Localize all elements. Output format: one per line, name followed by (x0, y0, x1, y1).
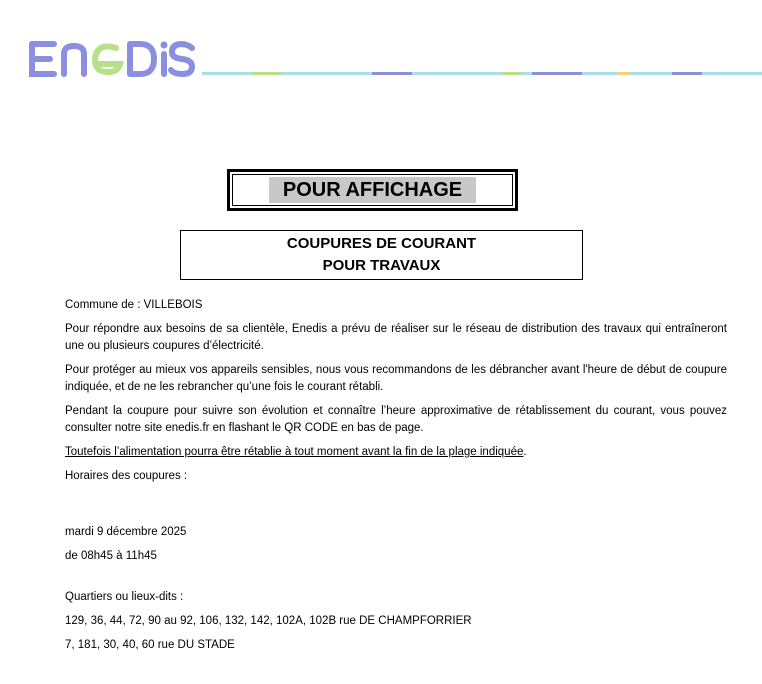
logo-letter-n (64, 46, 84, 74)
commune-line: Commune de : VILLEBOIS (65, 299, 203, 311)
title-line-1: COUPURES DE COURANT (286, 235, 477, 252)
location-item: 129, 36, 44, 72, 90 au 92, 106, 132, 142, 102A, 102B rue DE CHAMPFORRIER (65, 615, 472, 627)
display-banner-label: POUR AFFICHAGE (269, 177, 476, 203)
logo-i-dot (161, 42, 168, 49)
display-banner (227, 169, 518, 211)
notice-body (65, 297, 727, 661)
paragraph-1: Pour répondre aux besoins de sa clientèle, Enedis a prévu de réaliser sur le réseau de distribution des travaux qui entraîneront une ou plusieurs coupures d’électricité. (65, 323, 727, 352)
locations-label: Quartiers ou lieux-dits : (65, 591, 184, 603)
header-line (202, 72, 762, 75)
logo-letter-e-green (95, 46, 120, 72)
title-box (180, 230, 583, 280)
notice-underlined: Toutefois l’alimentation pourra être rétablie à tout moment avant la fin de la plage indiquée (65, 446, 524, 458)
notice-line (65, 444, 727, 461)
logo-letter-d (130, 44, 154, 74)
schedule-date: mardi 9 décembre 2025 (65, 526, 187, 538)
display-banner-inner (232, 174, 513, 206)
logo-letter-s (171, 44, 192, 74)
logo-letter-e (32, 44, 54, 74)
title-line-2: POUR TRAVAUX (322, 257, 441, 274)
paragraph-2: Pour protéger au mieux vos appareils sensibles, nous vous recommandons de les débrancher avant l'heure de début de coupure indiquée, et de ne les rebrancher qu’une fois le courant rétabli. (65, 364, 727, 393)
paragraph-3: Pendant la coupure pour suivre son évolution et connaître l’heure approximative de rétablissement du courant, vous pouvez consulter notre site enedis.fr en flashant le QR CODE en bas de page. (65, 405, 727, 434)
notice-period: . (523, 446, 527, 458)
schedule-time: de 08h45 à 11h45 (65, 550, 157, 562)
horaires-label: Horaires des coupures : (65, 470, 188, 482)
enedis-logo (28, 40, 196, 78)
location-item: 7, 181, 30, 40, 60 rue DU STADE (65, 639, 235, 651)
